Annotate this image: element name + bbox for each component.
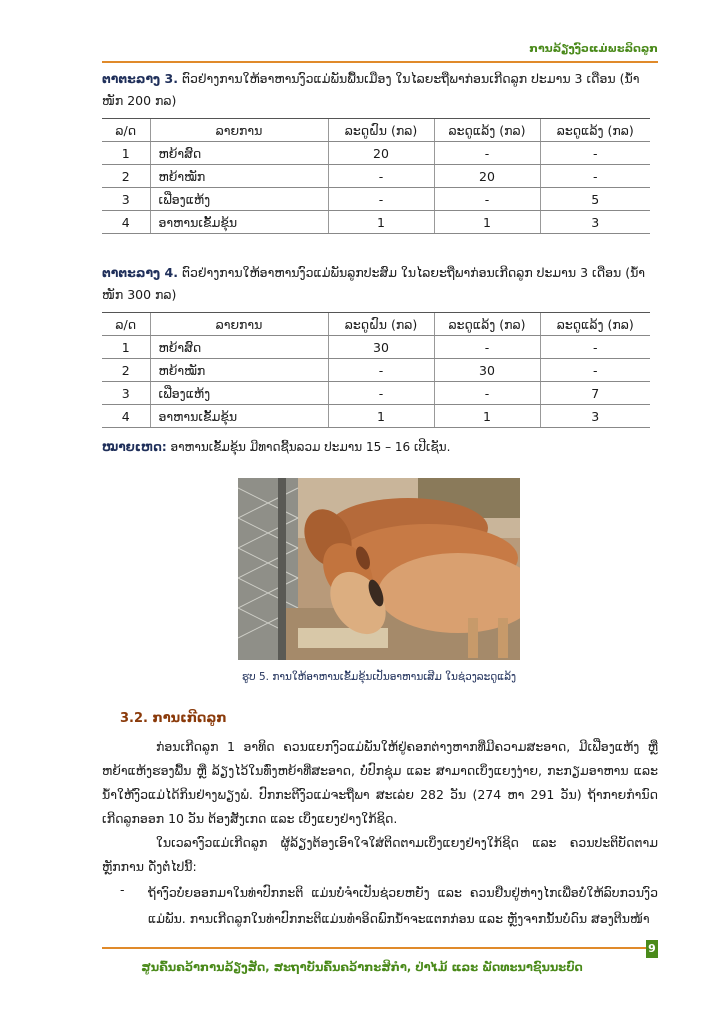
table-cell: - (434, 142, 540, 165)
table-cell: - (328, 382, 434, 405)
table4-header-cell: ລະດູແລ້ງ (ກລ) (434, 313, 540, 336)
table3-caption-block (102, 68, 658, 112)
table3-header-cell: ລ/ດ (102, 119, 150, 142)
table-row (102, 188, 650, 211)
table-cell: ຫຍ້າໝັກ (150, 359, 328, 382)
table-cell: 4 (102, 211, 150, 234)
table4-header-row (102, 313, 650, 336)
table-cell: ຫຍ້າສົດ (150, 336, 328, 359)
table3-header-cell: ລະດູຝົນ (ກລ) (328, 119, 434, 142)
table4-header-cell: ລາຍການ (150, 313, 328, 336)
table-cell: ຫຍ້າໝັກ (150, 165, 328, 188)
table-cell: - (540, 142, 650, 165)
table-cell: ເຟືອງແຫ້ງ (150, 382, 328, 405)
table3-header-cell: ລາຍການ (150, 119, 328, 142)
table-cell: 1 (102, 142, 150, 165)
section-heading: 3.2. ການເກີດລູກ (120, 711, 227, 726)
table4-header-cell: ລະດູແລ້ງ (ກລ) (540, 313, 650, 336)
table-cell: 30 (434, 359, 540, 382)
table-cell: 3 (102, 188, 150, 211)
paragraph-text: ກ່ອນເກີດລູກ 1 ອາທິດ ຄວນແຍກງົວແມ່ພັນໃຫ້ຢູ່ຄອກຕ່າງຫາກທີ່ມີຄວາມສະອາດ, ມີເຟືອງແຫ້ງ ຫຼື ຫຍ້າແຫ້ງຮອງພື້ນ ຫຼື ລ້ຽງໄວ້ໃນທົ່ງຫຍ້າທີ່ສະອາດ, ບໍ່ປົກຊຸ່ມ ແລະ ສາມາດເບິ່ງແຍງງ່າຍ, ກະກຽມອາຫານ ແລະ ນ້ຳໃຫ້ງົວແມ່ໄດ້ກິນຢ່າງພຽງພໍ. ປົກກະຕິງົວແມ່ຈະຖືພາ ສະເລ່ຍ 282 ວັນ (274 ຫາ 291 ວັນ) ຖ້າກາຍກຳນົດເກີດລູກອອກ 10 ວັນ ຕ້ອງສັງເກດ ແລະ ເບິ່ງແຍງຢ່າງໃກ້ຊິດ. (102, 739, 658, 826)
table4-label: ຕາຕະລາງ 4. (102, 265, 178, 280)
table-cell: ຫຍ້າສົດ (150, 142, 328, 165)
table-cell: 30 (328, 336, 434, 359)
table3-header-cell: ລະດູແລ້ງ (ກລ) (540, 119, 650, 142)
table-cell: - (328, 359, 434, 382)
table-cell: - (540, 336, 650, 359)
table-cell: - (540, 165, 650, 188)
table-cell: - (434, 382, 540, 405)
header-rule (102, 61, 658, 63)
paragraph-text: ໃນເວລາງົວແມ່ເກີດລູກ ຜູ້ລ້ຽງຕ້ອງເອົາໃຈໃສ່ຕິດຕາມເບິ່ງແຍງຢ່າງໃກ້ຊິດ ແລະ ຄວນປະຕິບັດຕາມຫຼັກການ ດັ່ງຕໍ່ໄປນີ້: (102, 835, 658, 874)
cattle-photo-illustration (238, 478, 520, 660)
table4-header-cell: ລ/ດ (102, 313, 150, 336)
table-cell: 7 (540, 382, 650, 405)
table-cell: 3 (540, 405, 650, 428)
table4-caption-block (102, 262, 658, 306)
table-note (102, 440, 450, 454)
figure-caption: ຮູບ 5. ການໃຫ້ອາຫານເຂັ້ມຂຸ້ນເປັນອາຫານເສີມ ໃນຊ່ວງລະດູແລ້ງ (241, 671, 517, 683)
table-row (102, 405, 650, 428)
running-header: ການລ້ຽງງົວແມ່ພະລິດລູກ (529, 42, 658, 55)
table-cell: ເຟືອງແຫ້ງ (150, 188, 328, 211)
table-cell: - (328, 188, 434, 211)
table-cell: 20 (328, 142, 434, 165)
table4-header-cell: ລະດູຝົນ (ກລ) (328, 313, 434, 336)
table-cell: - (434, 336, 540, 359)
table-cell: - (328, 165, 434, 188)
table-row (102, 211, 650, 234)
note-label: ໝາຍເຫດ: (102, 440, 167, 454)
table-cell: 2 (102, 165, 150, 188)
table-cell: 3 (540, 211, 650, 234)
table-cell: 1 (328, 405, 434, 428)
table-cell: 1 (434, 405, 540, 428)
running-footer: ສູນຄົ້ນຄວ້າການລ້ຽງສັດ, ສະຖາບັນຄົ້ນຄວ້າກະສິກຳ, ປ່າໄມ້ ແລະ ພັດທະນາຊົນນະບົດ (141, 960, 583, 974)
table-cell: 5 (540, 188, 650, 211)
table-cell: 3 (102, 382, 150, 405)
table-cell: ອາຫານເຂັ້ມຂຸ້ນ (150, 211, 328, 234)
table-row (102, 142, 650, 165)
bullet-dash: - (120, 882, 125, 897)
table-cell: - (540, 359, 650, 382)
table-cell: 1 (328, 211, 434, 234)
footer-rule (102, 947, 646, 949)
note-text: ອາຫານເຂັ້ມຂຸ້ນ ມີທາດຊີ້ນລວມ ປະມານ 15 – 16 ເປີເຊັນ. (170, 440, 451, 454)
table-cell: ອາຫານເຂັ້ມຂຸ້ນ (150, 405, 328, 428)
table4-caption: ຕົວຢ່າງການໃຫ້ອາຫານງົວແມ່ພັນລູກປະສົມ ໃນໄລຍະຖືພາກ່ອນເກີດລູກ ປະມານ 3 ເດືອນ (ນ້ຳໜັກ 300 ກລ) (102, 265, 646, 302)
paragraph (102, 831, 658, 879)
table-cell: 1 (102, 336, 150, 359)
table-row (102, 336, 650, 359)
page-number: 9 (646, 940, 658, 958)
table3-caption: ຕົວຢ່າງການໃຫ້ອາຫານງົວແມ່ພັນພື້ນເມືອງ ໃນໄລຍະຖືພາກ່ອນເກີດລູກ ປະມານ 3 ເດືອນ (ນ້ຳໜັກ 200 ກລ) (102, 71, 640, 108)
table-cell: 20 (434, 165, 540, 188)
table-cell: 2 (102, 359, 150, 382)
table3-header-cell: ລະດູແລ້ງ (ກລ) (434, 119, 540, 142)
table-cell: - (434, 188, 540, 211)
table3-label: ຕາຕະລາງ 3. (102, 71, 178, 86)
paragraph (102, 735, 658, 831)
table-row (102, 359, 650, 382)
table-cell: 1 (434, 211, 540, 234)
table4 (102, 312, 650, 428)
table3 (102, 118, 650, 234)
bullet-item: ຖ້າງົວບໍ່ຍອອກມາໃນທ່າປົກກະຕິ ແມ່ນບໍ່ຈຳເປັນຊ່ວຍຫຍັງ ແລະ ຄວນຢືນຢູ່ຫ່າງໄກເພື່ອບໍ່ໃຫ້ລົບກວນງົວແມ່ພັນ. ການເກີດລູກໃນທ່າປົກກະຕິແມ່ນທຳອິດພົກນ້ຳຈະແຕກກ່ອນ ແລະ ຫຼັງຈາກນັ້ນບໍ່ດົນ ສອງຕີນໜ້າ (148, 885, 658, 926)
table-cell: 4 (102, 405, 150, 428)
table-row (102, 382, 650, 405)
cattle-feeding-photo (238, 478, 520, 660)
table3-header-row (102, 119, 650, 142)
table-row (102, 165, 650, 188)
